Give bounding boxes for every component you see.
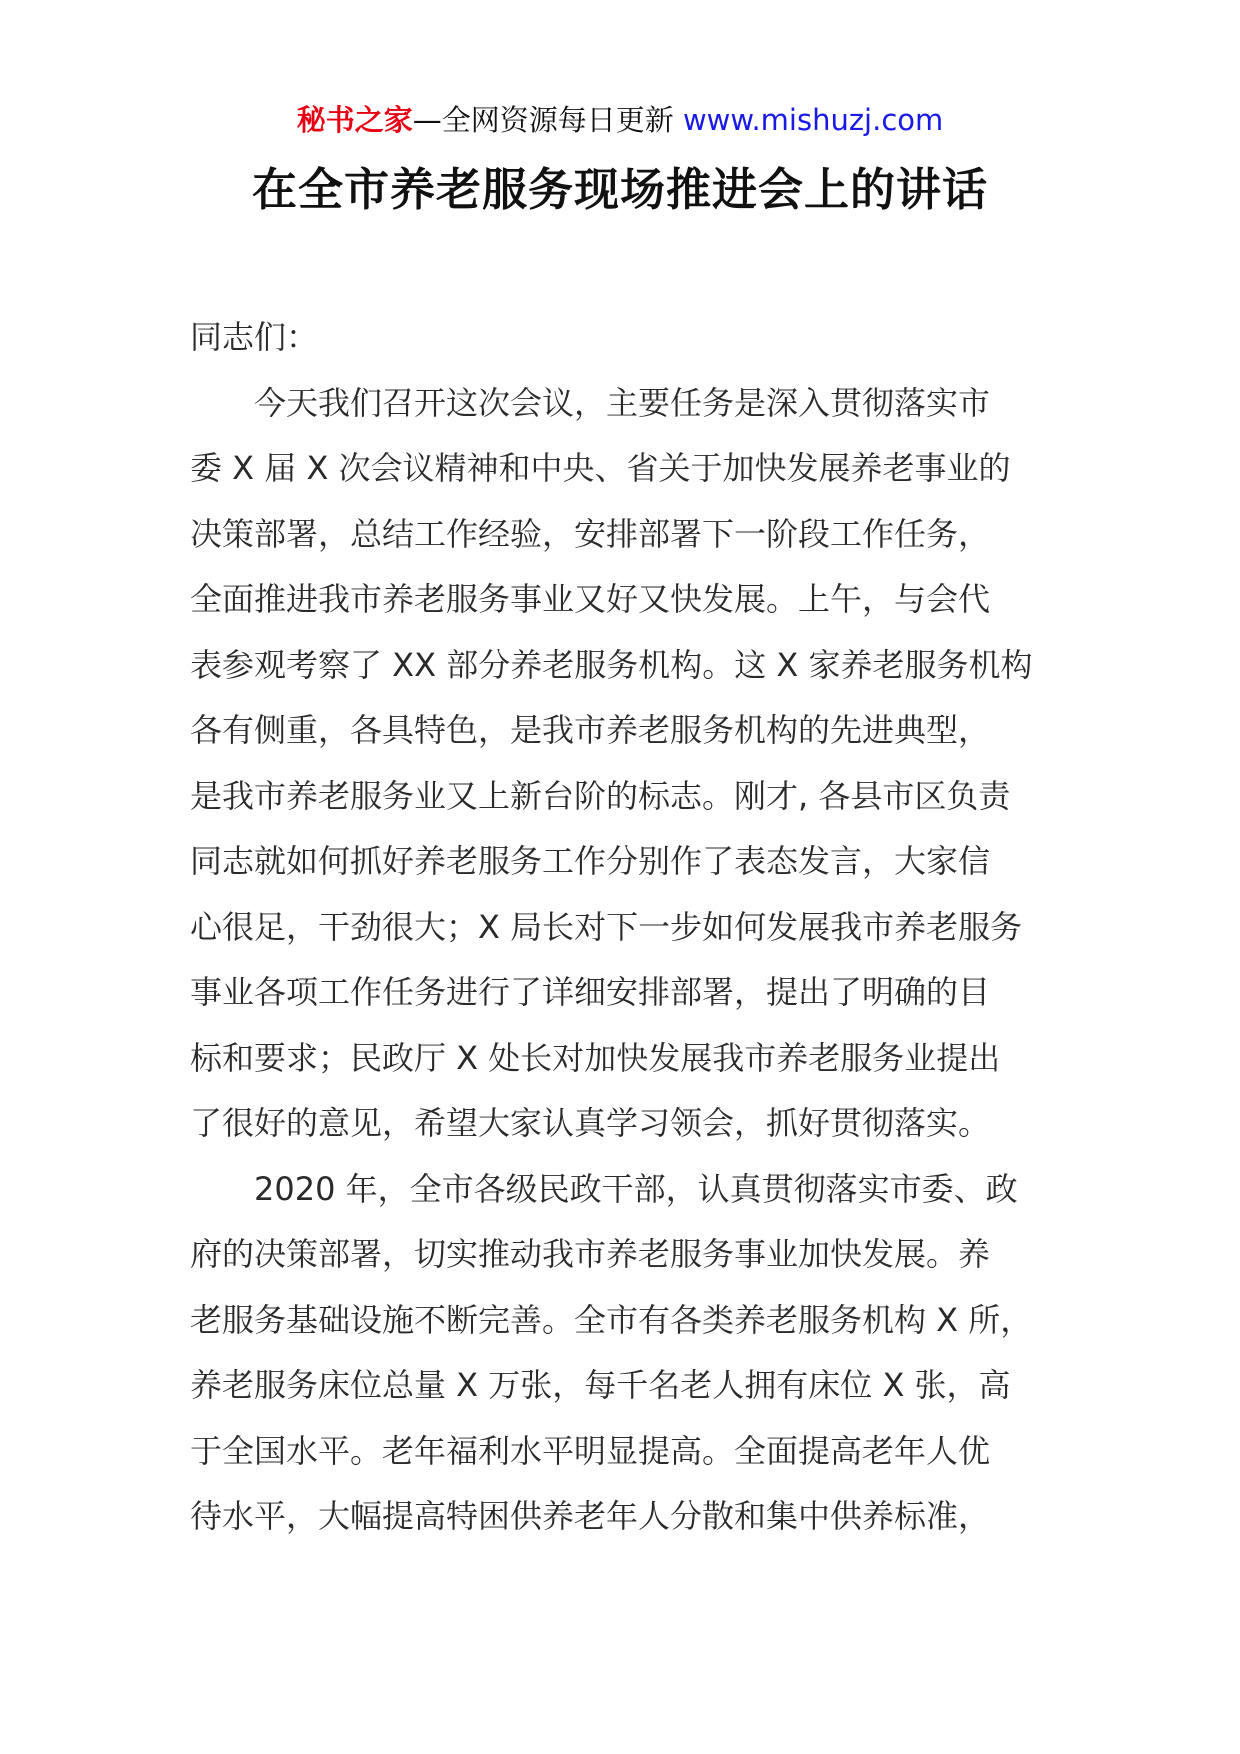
paragraph-line: 全面推进我市养老服务事业又好又快发展。上午，与会代 (190, 580, 991, 618)
site-url-link[interactable]: www.mishuzj.com (682, 103, 944, 137)
document-title: 在全市养老服务现场推进会上的讲话 (251, 163, 988, 216)
document-body (190, 305, 1052, 1550)
paragraph-line: 委 X 届 X 次会议精神和中央、省关于加快发展养老事业的 (190, 449, 1011, 487)
site-tagline: —全网资源每日更新 (412, 103, 683, 137)
paragraph-line: 表参观考察了 XX 部分养老服务机构。这 X 家养老服务机构 (190, 645, 1033, 684)
paragraph-line: 府的决策部署，切实推动我市养老服务事业加快发展。养 (190, 1235, 991, 1273)
paragraph-line: 各有侧重，各具特色，是我市养老服务机构的先进典型， (190, 711, 991, 749)
paragraph-line: 事业各项工作任务进行了详细安排部署，提出了明确的目 (190, 973, 991, 1011)
paragraph-line: 养老服务床位总量 X 万张，每千名老人拥有床位 X 张，高 (190, 1366, 1011, 1404)
paragraph-line: 待水平，大幅提高特困供养老年人分散和集中供养标准， (190, 1497, 991, 1535)
salutation: 同志们： (190, 318, 319, 356)
paragraph-2 (190, 1157, 1052, 1550)
paragraph-line: 标和要求；民政厅 X 处长对加快发展我市养老服务业提出 (190, 1038, 1001, 1077)
paragraph-1 (190, 371, 1052, 1157)
paragraph-line: 是我市养老服务业又上新台阶的标志。刚才, 各县市区负责 (190, 776, 1011, 815)
paragraph-line: 同志就如何抓好养老服务工作分别作了表态发言，大家信 (190, 842, 991, 880)
paragraph-line: 于全国水平。老年福利水平明显提高。全面提高老年人优 (190, 1431, 991, 1470)
paragraph-line: 决策部署，总结工作经验，安排部署下一阶段工作任务， (190, 514, 991, 553)
paragraph-line: 今天我们召开这次会议，主要任务是深入贯彻落实市 (254, 383, 991, 422)
paragraph-line: 心很足，干劲很大；X 局长对下一步如何发展我市养老服务 (190, 907, 1023, 946)
site-header (0, 100, 1240, 140)
paragraph-line: 2020 年，全市各级民政干部，认真贯彻落实市委、政 (254, 1169, 1018, 1208)
brand-name: 秘书之家 (296, 103, 413, 137)
paragraph-line: 老服务基础设施不断完善。全市有各类养老服务机构 X 所， (190, 1300, 1033, 1339)
paragraph-line: 了很好的意见，希望大家认真学习领会，抓好贯彻落实。 (190, 1104, 991, 1142)
